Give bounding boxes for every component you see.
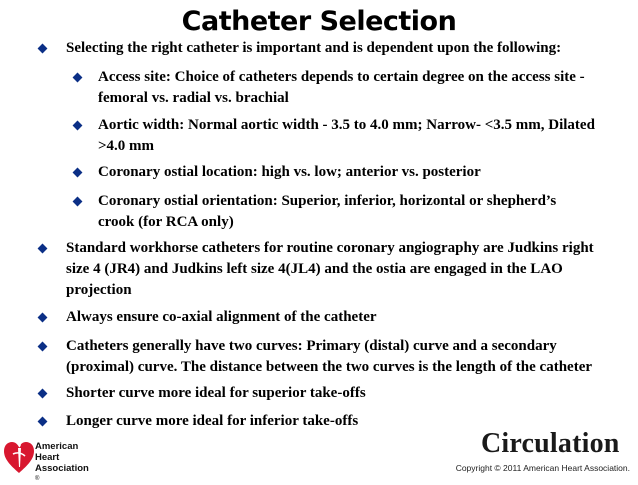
bullet-line: size 4 (JR4) and Judkins left size 4(JL4) and the ostia are engaged in the LAO [66, 261, 563, 277]
diamond-bullet-icon [38, 389, 48, 399]
diamond-bullet-icon [73, 121, 83, 131]
bullet-item [66, 336, 592, 378]
bullet-line: projection [66, 282, 132, 298]
logo-line: American [35, 441, 79, 452]
diamond-bullet-icon [38, 342, 48, 352]
diamond-bullet-icon [38, 44, 48, 54]
bullet-item [66, 238, 594, 301]
bullet-line: Shorter curve more ideal for superior take-offs [66, 385, 366, 401]
logo-line: Heart [35, 452, 60, 463]
copyright-text: Copyright © 2011 American Heart Association. [455, 463, 630, 473]
diamond-bullet-icon [73, 168, 83, 178]
aha-logo [4, 438, 104, 482]
sub-bullet-item [98, 115, 595, 157]
aha-logo-text [35, 441, 89, 485]
diamond-bullet-icon [38, 313, 48, 323]
bullet-line: crook (for RCA only) [98, 214, 234, 230]
bullet-item [66, 383, 366, 404]
bullet-item [66, 411, 358, 432]
journal-name: Circulation [481, 428, 620, 459]
bullet-item [66, 38, 561, 59]
bullet-item [66, 307, 377, 328]
sub-bullet-item [98, 191, 556, 233]
bullet-line: (proximal) curve. The distance between the two curves is the length of the catheter [66, 359, 593, 375]
diamond-bullet-icon [38, 244, 48, 254]
registered-mark: ® [35, 476, 40, 482]
aha-heart-torch-icon [4, 440, 34, 474]
diamond-bullet-icon [73, 73, 83, 83]
bullet-line: Always ensure co-axial alignment of the catheter [66, 309, 377, 325]
bullet-line: Aortic width: Normal aortic width - 3.5 to 4.0 mm; Narrow- <3.5 mm, Dilated [98, 117, 595, 133]
sub-bullet-item [98, 67, 585, 109]
bullet-line: Standard workhorse catheters for routine coronary angiography are Judkins right [66, 240, 594, 256]
bullet-line: Coronary ostial location: high vs. low; anterior vs. posterior [98, 164, 481, 180]
bullet-line: Access site: Choice of catheters depends to certain degree on the access site - [98, 69, 585, 85]
diamond-bullet-icon [38, 417, 48, 427]
bullet-line: Selecting the right catheter is important and is dependent upon the following: [66, 40, 562, 56]
diamond-bullet-icon [73, 197, 83, 207]
bullet-line: Longer curve more ideal for inferior take-offs [66, 413, 359, 429]
bullet-line: >4.0 mm [98, 138, 155, 154]
slide-title: Catheter Selection [181, 6, 457, 37]
logo-line-text: Association [35, 463, 89, 474]
logo-line [35, 463, 89, 485]
bullet-line: Coronary ostial orientation: Superior, inferior, horizontal or shepherd’s [98, 193, 557, 209]
bullet-line: Catheters generally have two curves: Primary (distal) curve and a secondary [66, 338, 557, 354]
bullet-line: femoral vs. radial vs. brachial [98, 90, 289, 106]
sub-bullet-item [98, 162, 481, 183]
